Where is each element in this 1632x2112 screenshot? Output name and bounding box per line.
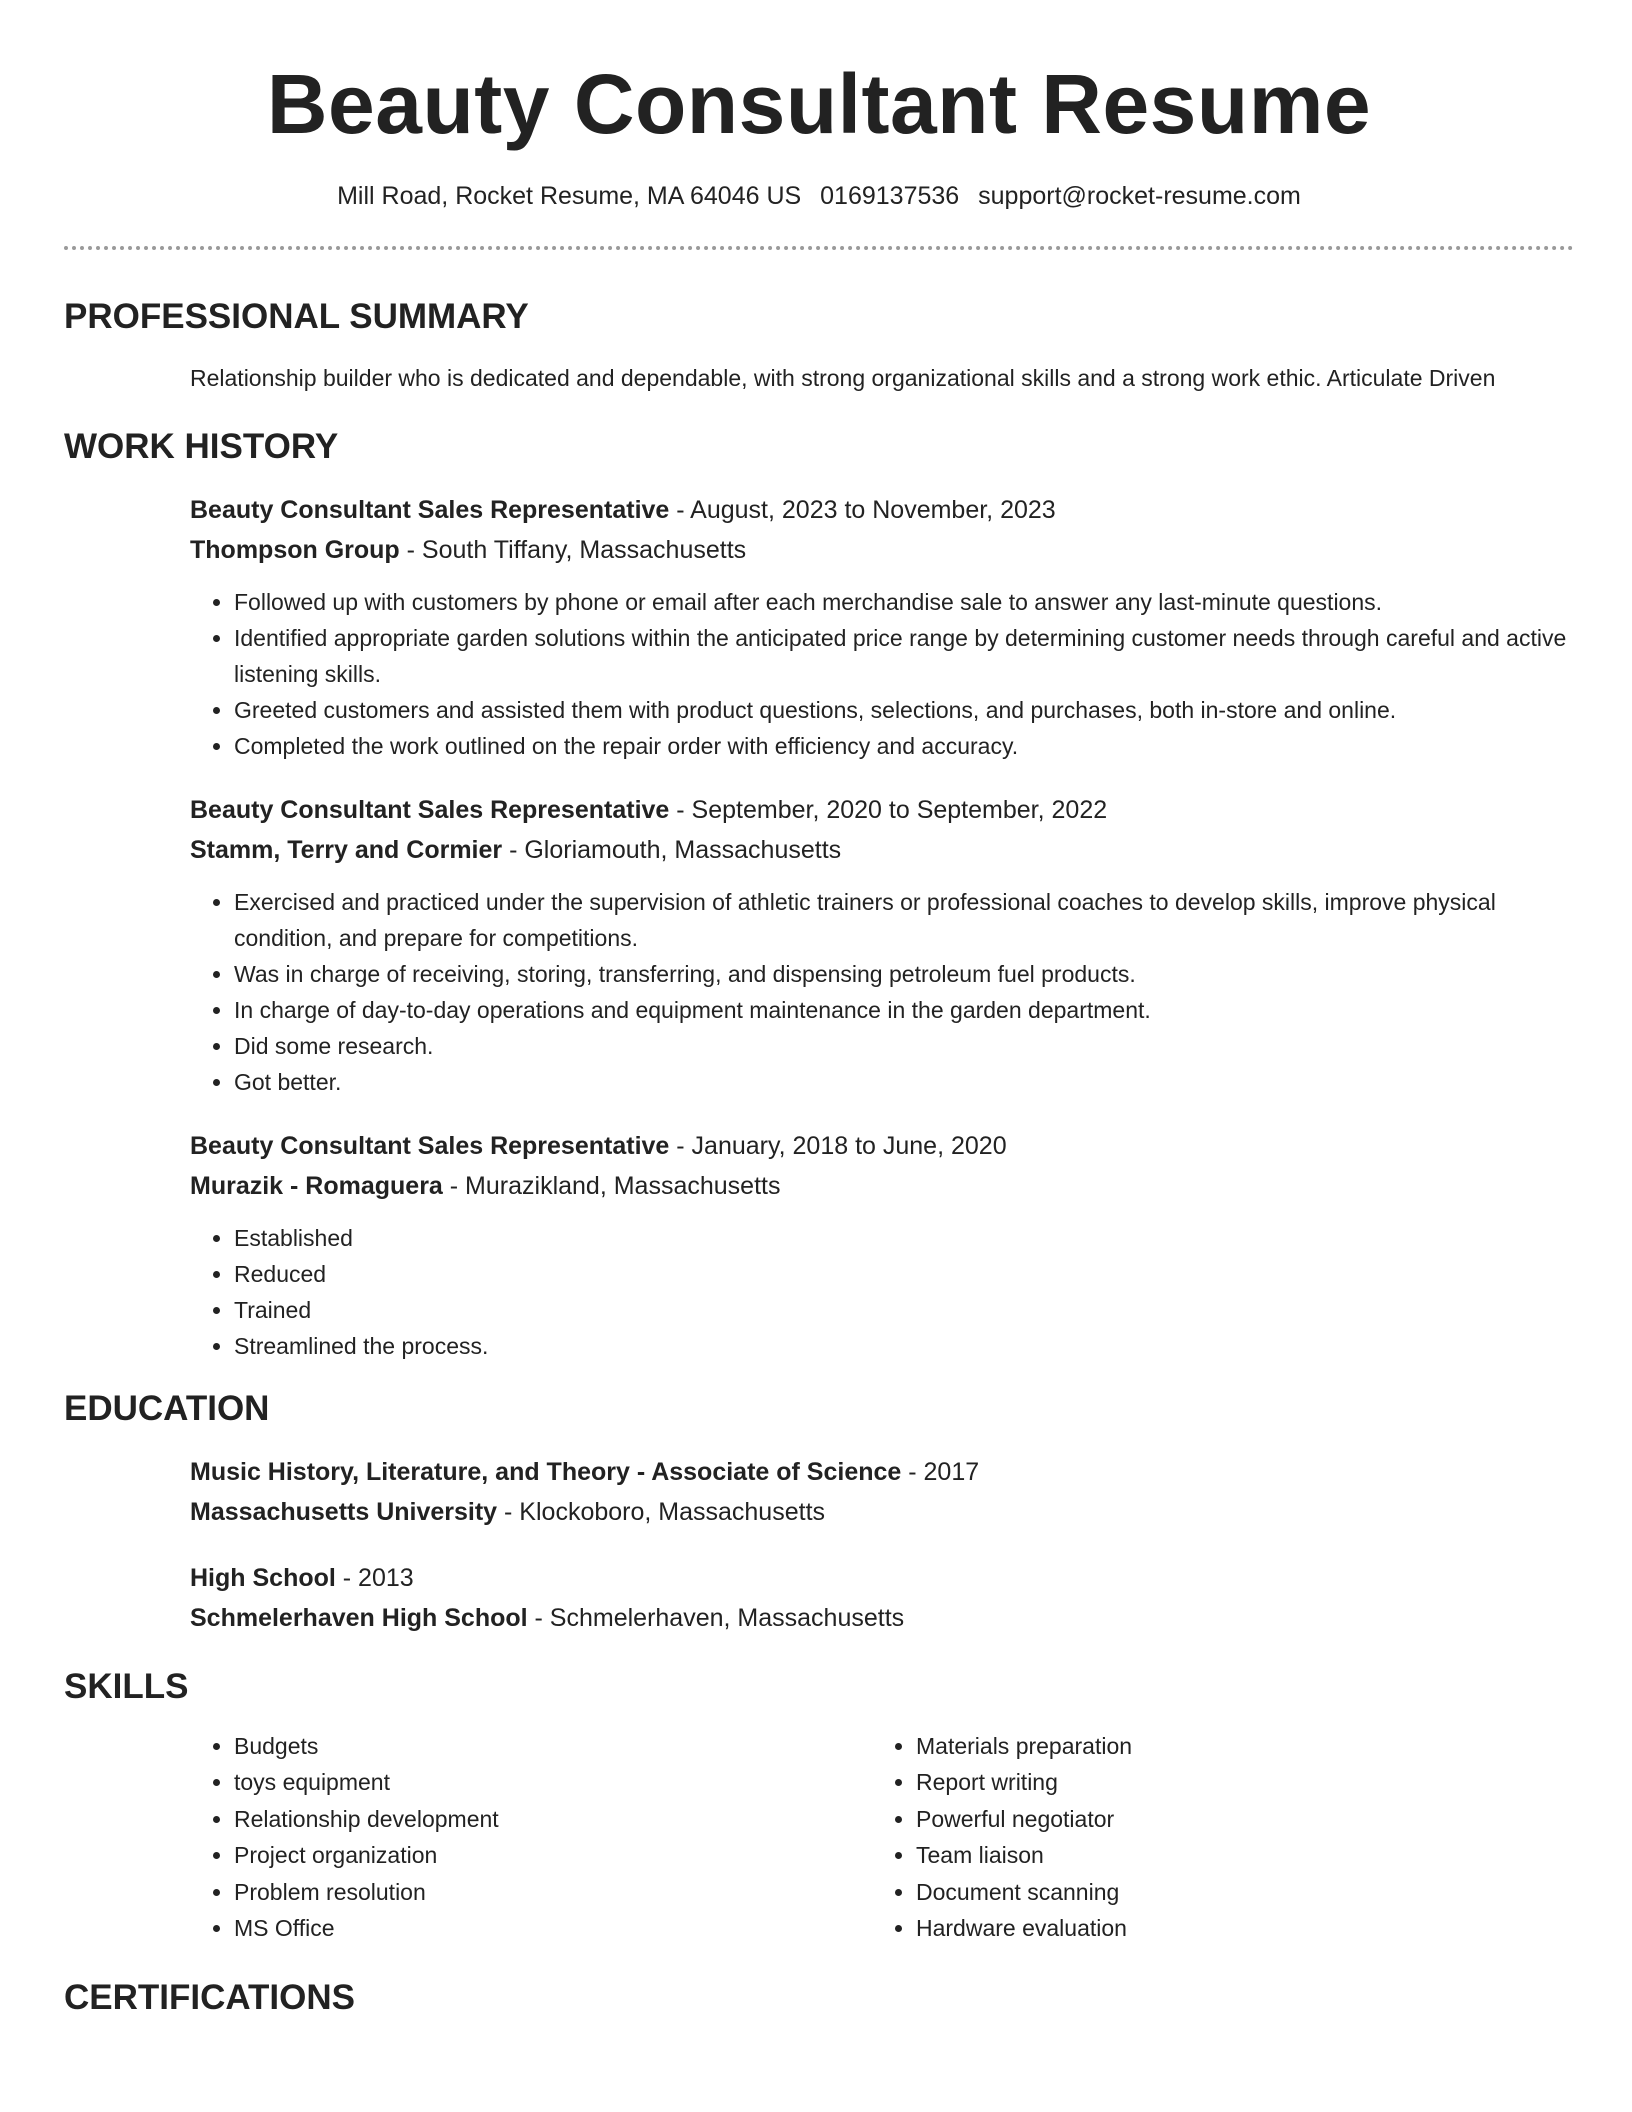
resume-page	[64, 0, 1574, 2019]
contact-phone: 0169137536	[820, 182, 960, 211]
list-item: • Trained	[234, 1292, 1574, 1328]
summary-text: Relationship builder who is dedicated and dependable, with strong organizational skills and a strong work ethic. Articulate Driven	[190, 364, 1496, 391]
education-school-line	[190, 1598, 1574, 1638]
list-item: • Did some research.	[234, 1028, 1574, 1064]
education-degree: High School	[190, 1563, 336, 1592]
education-location: - Klockoboro, Massachusetts	[497, 1497, 826, 1526]
list-item: • In charge of day-to-day operations and equipment maintenance in the garden department.	[234, 992, 1574, 1028]
job-entry	[190, 790, 1574, 1100]
job-title-line	[190, 790, 1574, 830]
list-item: • Document scanning	[916, 1874, 1554, 1911]
education-entry	[190, 1452, 1574, 1532]
education-location: - Schmelerhaven, Massachusetts	[527, 1603, 905, 1632]
list-item: • Completed the work outlined on the repair order with efficiency and accuracy.	[234, 728, 1574, 764]
job-company: Murazik - Romaguera	[190, 1171, 443, 1200]
skills-left-column	[190, 1728, 872, 1947]
job-dates: - September, 2020 to September, 2022	[669, 795, 1108, 824]
list-item: • Relationship development	[234, 1801, 872, 1838]
list-item: • Got better.	[234, 1064, 1574, 1100]
resume-title: Beauty Consultant Resume	[266, 57, 1372, 151]
education-degree-line	[190, 1558, 1574, 1598]
job-bullets	[190, 884, 1574, 1100]
job-company: Thompson Group	[190, 535, 400, 564]
summary-heading: PROFESSIONAL SUMMARY	[64, 296, 529, 336]
skills-heading: SKILLS	[64, 1666, 189, 1706]
list-item: • Greeted customers and assisted them with product questions, selections, and purchases, both in-store and online.	[234, 692, 1574, 728]
education-school-line	[190, 1492, 1574, 1532]
education-degree-line	[190, 1452, 1574, 1492]
job-location: - Gloriamouth, Massachusetts	[502, 835, 842, 864]
work-history-section	[190, 490, 1574, 1364]
job-title: Beauty Consultant Sales Representative	[190, 795, 670, 824]
job-company: Stamm, Terry and Cormier	[190, 835, 503, 864]
list-item: • Team liaison	[916, 1837, 1554, 1874]
list-item: • Project organization	[234, 1837, 872, 1874]
job-title: Beauty Consultant Sales Representative	[190, 495, 670, 524]
skills-right-column	[872, 1728, 1554, 1947]
education-degree: Music History, Literature, and Theory - Associate of Science	[190, 1457, 902, 1486]
job-location: - Murazikland, Massachusetts	[442, 1171, 781, 1200]
job-company-line	[190, 530, 1574, 570]
job-bullets	[190, 1220, 1574, 1364]
list-item: • Report writing	[916, 1764, 1554, 1801]
list-item: • Budgets	[234, 1728, 872, 1765]
list-item: • Reduced	[234, 1256, 1574, 1292]
job-dates: - January, 2018 to June, 2020	[669, 1131, 1007, 1160]
job-company-line	[190, 1166, 1574, 1206]
education-year: - 2013	[335, 1563, 414, 1592]
job-company-line	[190, 830, 1574, 870]
job-location: - South Tiffany, Massachusetts	[399, 535, 747, 564]
job-entry	[190, 1126, 1574, 1364]
skills-section	[190, 1728, 1574, 1947]
job-entry	[190, 490, 1574, 764]
certifications-heading: CERTIFICATIONS	[64, 1977, 356, 2017]
list-item: • Identified appropriate garden solutions within the anticipated price range by determining customer needs through careful and active listening skills.	[234, 620, 1574, 692]
job-title-line	[190, 1126, 1574, 1166]
list-item: • Was in charge of receiving, storing, transferring, and dispensing petroleum fuel products.	[234, 956, 1574, 992]
contact-line	[64, 180, 1574, 213]
job-title-line	[190, 490, 1574, 530]
list-item: • Powerful negotiator	[916, 1801, 1554, 1838]
summary-section	[190, 360, 1574, 396]
list-item: • Materials preparation	[916, 1728, 1554, 1765]
job-dates: - August, 2023 to November, 2023	[669, 495, 1056, 524]
education-year: - 2017	[901, 1457, 980, 1486]
header-divider	[64, 246, 1574, 250]
contact-address: Mill Road, Rocket Resume, MA 64046 US	[337, 182, 802, 211]
contact-email: support@rocket-resume.com	[978, 182, 1301, 211]
list-item: • Problem resolution	[234, 1874, 872, 1911]
job-title: Beauty Consultant Sales Representative	[190, 1131, 670, 1160]
job-bullets	[190, 584, 1574, 764]
skills-columns	[190, 1728, 1574, 1947]
work-history-heading: WORK HISTORY	[64, 426, 339, 466]
list-item: • Streamlined the process.	[234, 1328, 1574, 1364]
list-item: • MS Office	[234, 1910, 872, 1947]
list-item: • Followed up with customers by phone or email after each merchandise sale to answer any last-minute questions.	[234, 584, 1574, 620]
education-school: Massachusetts University	[190, 1497, 498, 1526]
list-item: • Established	[234, 1220, 1574, 1256]
list-item: • toys equipment	[234, 1764, 872, 1801]
education-entry	[190, 1558, 1574, 1638]
list-item: • Hardware evaluation	[916, 1910, 1554, 1947]
education-school: Schmelerhaven High School	[190, 1603, 528, 1632]
education-section	[190, 1452, 1574, 1638]
list-item: • Exercised and practiced under the supervision of athletic trainers or professional coaches to develop skills, improve physical condition, and prepare for competitions.	[234, 884, 1574, 956]
education-heading: EDUCATION	[64, 1388, 270, 1428]
